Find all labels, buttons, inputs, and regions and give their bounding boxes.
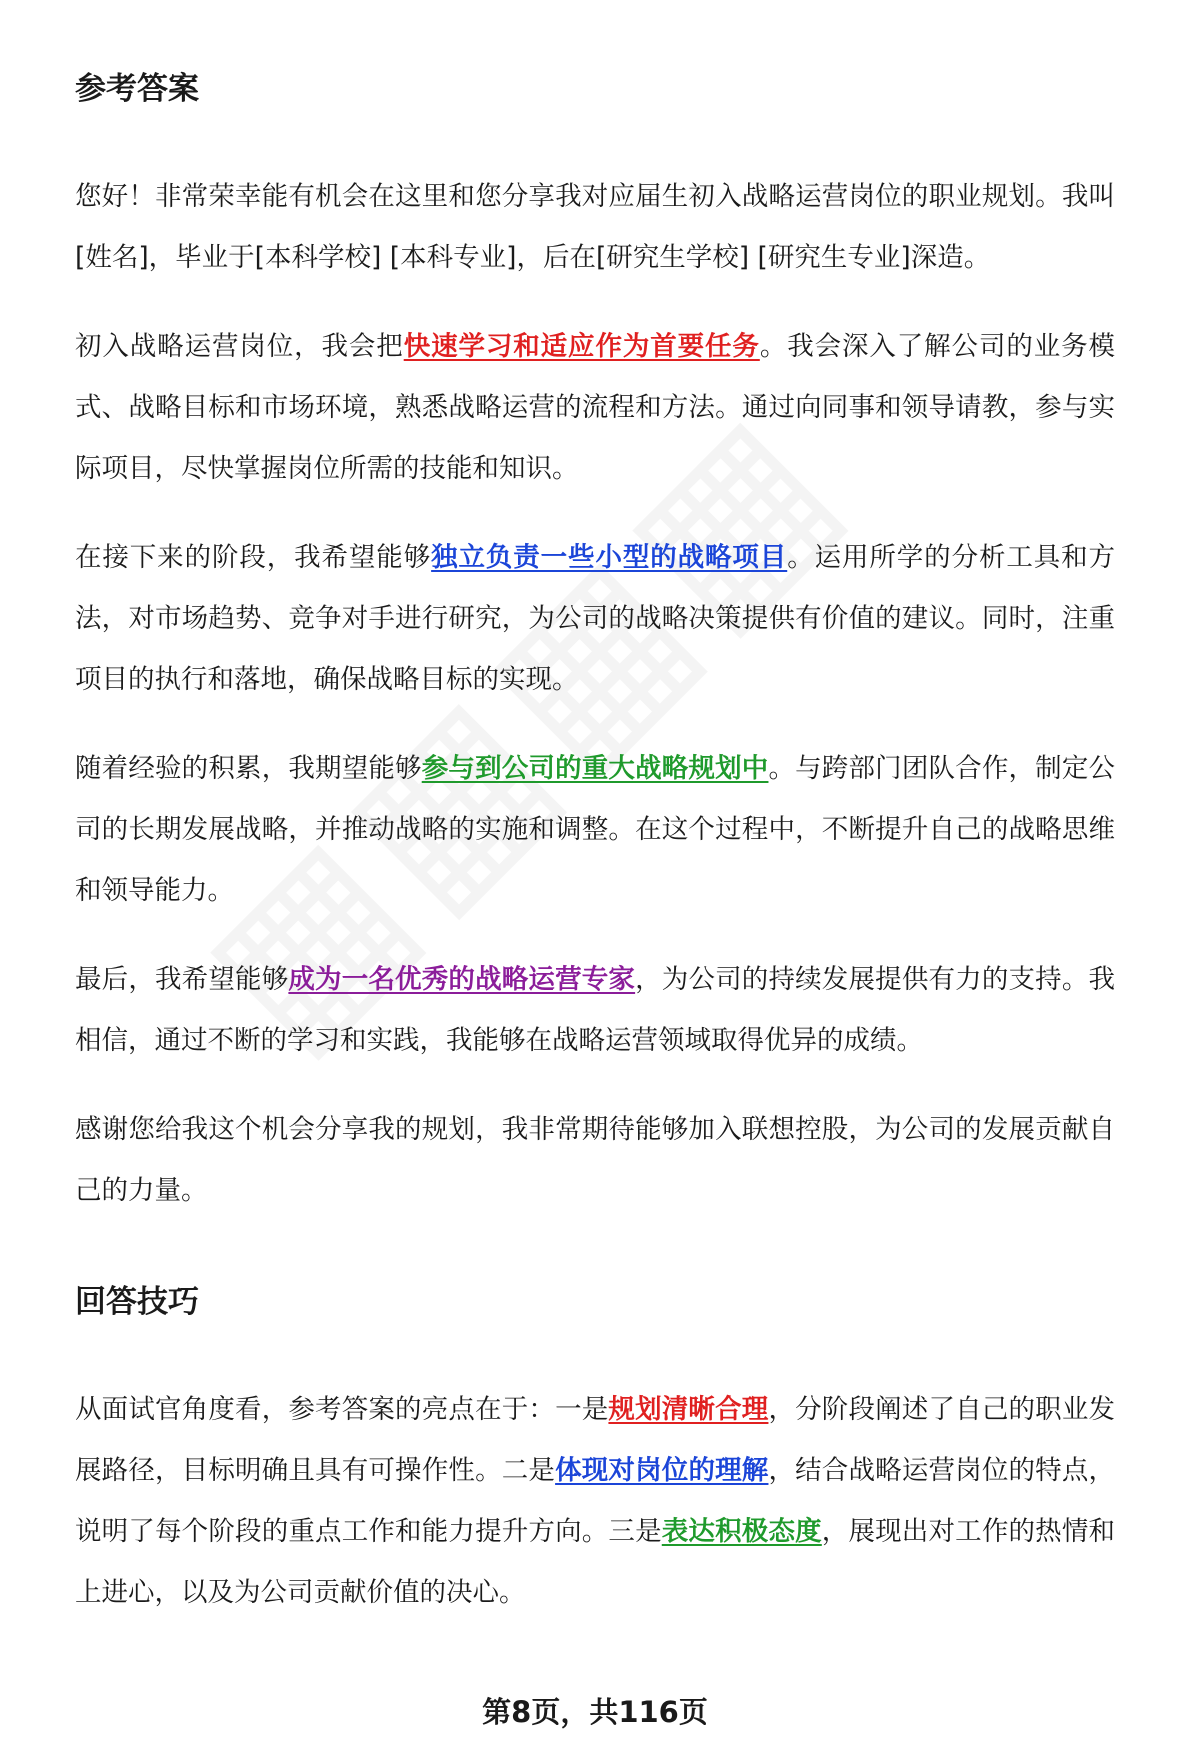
highlight-blue: 体现对岗位的理解 — [555, 1455, 769, 1486]
paragraph-text: 随着经验的积累，我期望能够 — [75, 753, 422, 784]
page-number: 第8页，共116页 — [482, 1695, 708, 1729]
paragraph-text: 。我会深入了解公司的业务模式、战略目标和市场环境，熟悉战略运营的流程和方法。通过向同事和领导请教，参与实际项目，尽快掌握岗位所需的技能和知识。 — [75, 331, 1116, 484]
paragraph-stage-2 — [75, 527, 1115, 710]
paragraph-stage-1 — [75, 316, 1115, 499]
paragraph-intro: 您好！非常荣幸能有机会在这里和您分享我对应届生初入战略运营岗位的职业规划。我叫[姓名]，毕业于[本科学校] [本科专业]，后在[研究生学校] [研究生专业]深造。 — [75, 181, 1115, 273]
highlight-green: 表达积极态度 — [661, 1516, 822, 1547]
paragraph-text: ，结合战略运营岗位的特点，说明了每个阶段的重点工作和能力提升方向。三是 — [75, 1455, 1116, 1547]
section-title-answer: 参考答案 — [75, 71, 199, 107]
paragraph-text: 在接下来的阶段，我希望能够 — [75, 542, 432, 573]
document-page — [75, 60, 1115, 1651]
paragraph-stage-4 — [75, 949, 1115, 1071]
highlight-red: 快速学习和适应作为首要任务 — [403, 331, 760, 362]
highlight-green: 参与到公司的重大战略规划中 — [421, 753, 769, 784]
highlight-red: 规划清晰合理 — [608, 1394, 769, 1425]
paragraph-stage-3 — [75, 738, 1115, 921]
paragraph-text: 从面试官角度看，参考答案的亮点在于：一是 — [75, 1394, 609, 1425]
paragraph-text: 初入战略运营岗位，我会把 — [75, 331, 404, 362]
highlight-blue: 独立负责一些小型的战略项目 — [431, 542, 788, 573]
paragraph-text: ，展现出对工作的热情和上进心，以及为公司贡献价值的决心。 — [75, 1516, 1116, 1608]
paragraph-text: 。运用所学的分析工具和方法，对市场趋势、竞争对手进行研究，为公司的战略决策提供有价值的建议。同时，注重项目的执行和落地，确保战略目标的实现。 — [75, 542, 1116, 695]
highlight-purple: 成为一名优秀的战略运营专家 — [288, 964, 636, 995]
paragraph-closing: 感谢您给我这个机会分享我的规划，我非常期待能够加入联想控股，为公司的发展贡献自己的力量。 — [75, 1114, 1115, 1206]
paragraph-text: ，分阶段阐述了自己的职业发展路径，目标明确且具有可操作性。二是 — [75, 1394, 1116, 1486]
section-title-tips: 回答技巧 — [75, 1284, 199, 1320]
paragraph-text: 最后，我希望能够 — [75, 964, 289, 995]
paragraph-text: 。与跨部门团队合作，制定公司的长期发展战略，并推动战略的实施和调整。在这个过程中，不断提升自己的战略思维和领导能力。 — [75, 753, 1116, 906]
paragraph-tips — [75, 1379, 1115, 1623]
paragraph-text: ，为公司的持续发展提供有力的支持。我相信，通过不断的学习和实践，我能够在战略运营领域取得优异的成绩。 — [75, 964, 1116, 1056]
